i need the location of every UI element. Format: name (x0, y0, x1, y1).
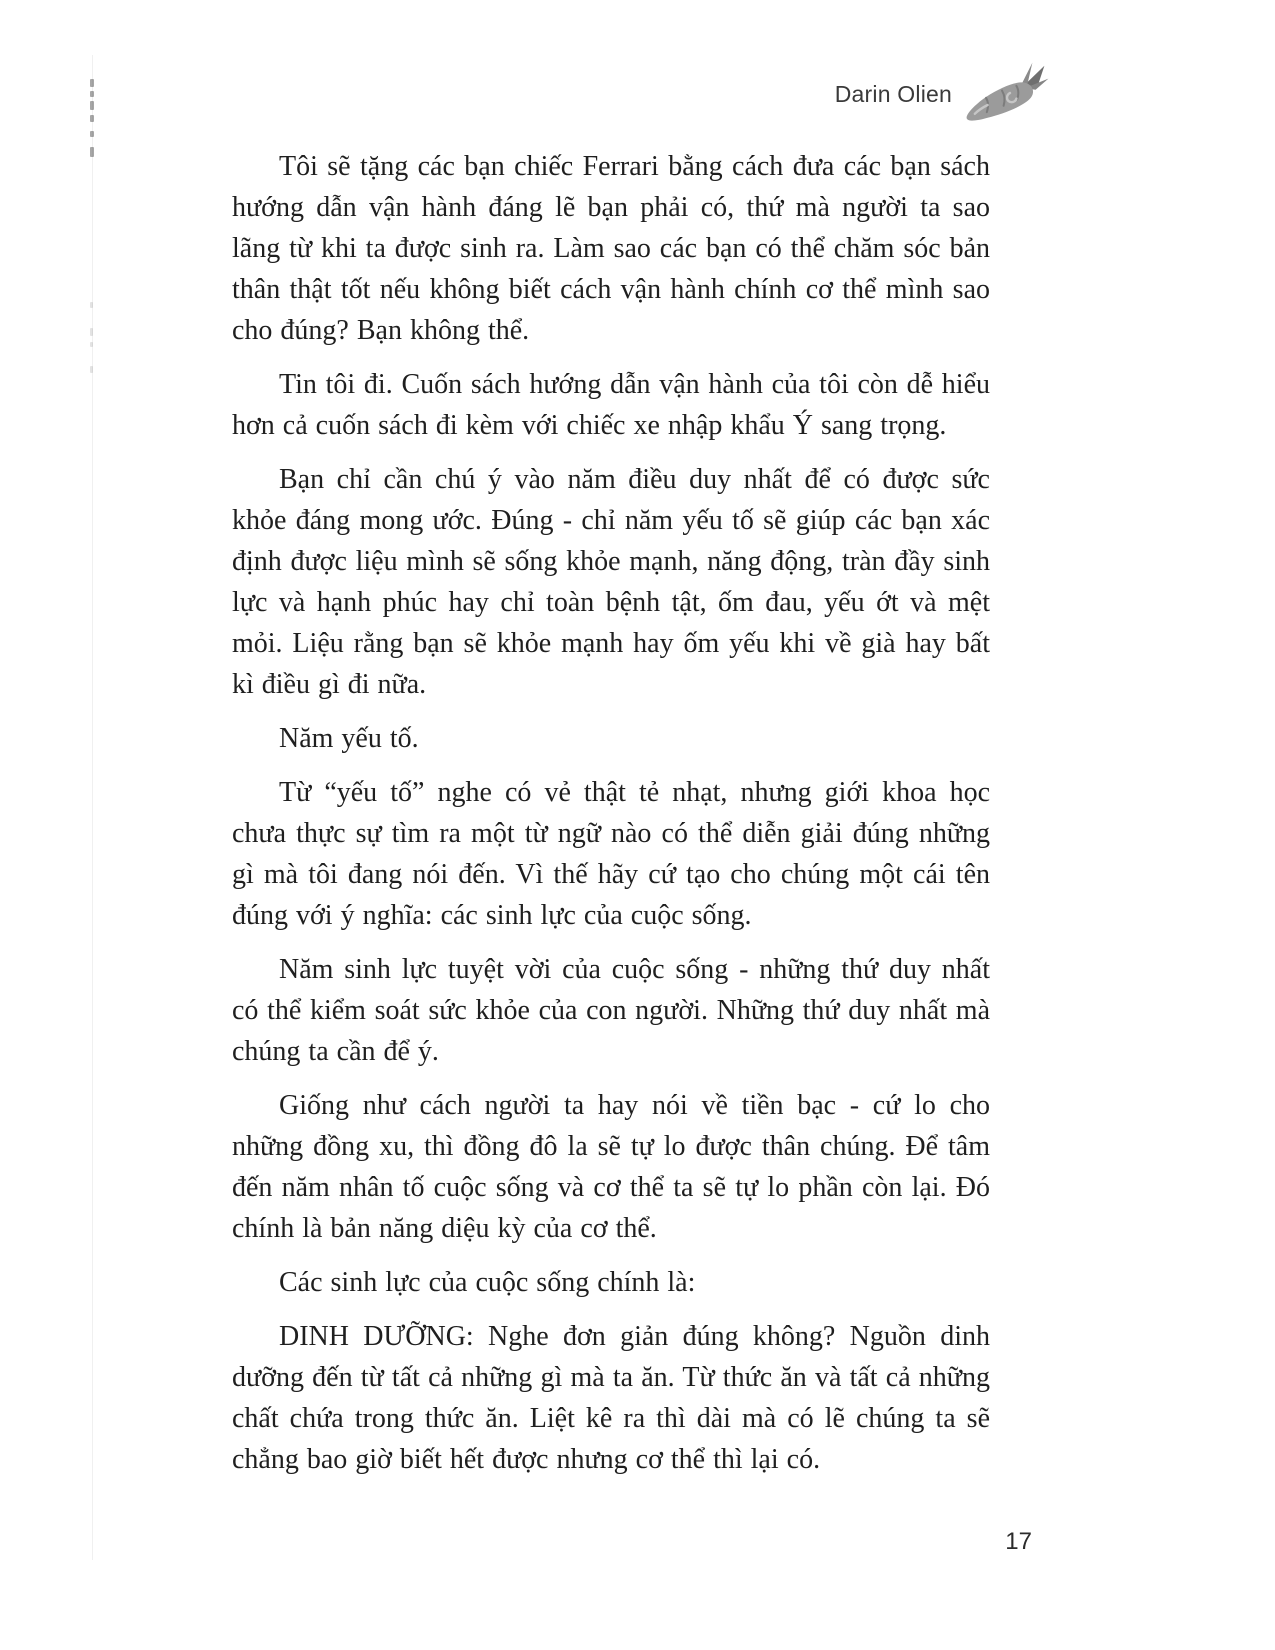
paragraph-list-intro: Các sinh lực của cuộc sống chính là: (279, 1267, 696, 1298)
scan-edge-mark (90, 366, 93, 373)
paragraph-money-analogy: Giống như cách người ta hay nói về tiền bạc - cứ lo cho những đồng xu, thì đồng đô la sẽ tự lo được thân chúng. Để tâm đến năm nhân tố cuộc sống và cơ thể ta sẽ tự lo phần còn lại. Đó chính là bản năng diệu kỳ của cơ thể. (232, 1090, 990, 1244)
scan-edge-mark (90, 115, 94, 122)
carrot-icon (962, 59, 1050, 127)
page-number: 17 (1005, 1528, 1032, 1555)
scan-edge-line (92, 55, 93, 1560)
scan-edge-mark (90, 147, 94, 157)
paragraph-nutrition: DINH DƯỠNG: Nghe đơn giản đúng không? Nguồn dinh dưỡng đến từ tất cả những gì mà ta ăn. Từ thức ăn và tất cả những chất chứa trong thức ăn. Liệt kê ra thì dài mà có lẽ chúng ta sẽ chẳng bao giờ biết hết được nhưng cơ thể thì lại có. (232, 1321, 990, 1475)
paragraph-five-factors: Năm yếu tố. (279, 723, 419, 754)
paragraph-life-forces: Năm sinh lực tuyệt vời của cuộc sống - những thứ duy nhất có thể kiểm soát sức khỏe của con người. Những thứ duy nhất mà chúng ta cần để ý. (232, 954, 990, 1067)
scan-edge-mark (90, 131, 94, 137)
scan-edge-mark (90, 79, 94, 87)
paragraph-intro-ferrari: Tôi sẽ tặng các bạn chiếc Ferrari bằng cách đưa các bạn sách hướng dẫn vận hành đáng lẽ bạn phải có, thứ mà người ta sao lãng từ khi ta được sinh ra. Làm sao các bạn có thể chăm sóc bản thân thật tốt nếu không biết cách vận hành chính cơ thể mình sao cho đúng? Bạn không thể. (232, 151, 990, 346)
paragraph-five-things: Bạn chỉ cần chú ý vào năm điều duy nhất để có được sức khỏe đáng mong ước. Đúng - chỉ năm yếu tố sẽ giúp các bạn xác định được liệu mình sẽ sống khỏe mạnh, năng động, tràn đầy sinh lực và hạnh phúc hay chỉ toàn bệnh tật, ốm đau, yếu ớt và mệt mỏi. Liệu rằng bạn sẽ khỏe mạnh hay ốm yếu khi về già hay bất kì điều gì đi nữa. (232, 464, 990, 700)
page-body (232, 146, 990, 1493)
scan-edge-mark (90, 302, 93, 308)
scan-edge-mark (90, 101, 94, 110)
scan-edge-mark (90, 328, 93, 336)
scan-edge-mark (90, 91, 94, 97)
paragraph-term-explanation: Từ “yếu tố” nghe có vẻ thật tẻ nhạt, nhưng giới khoa học chưa thực sự tìm ra một từ ngữ nào có thể diễn giải đúng những gì mà tôi đang nói đến. Vì thế hãy cứ tạo cho chúng một cái tên đúng với ý nghĩa: các sinh lực của cuộc sống. (232, 777, 990, 931)
page-header (835, 58, 1050, 128)
paragraph-trust-me: Tin tôi đi. Cuốn sách hướng dẫn vận hành của tôi còn dễ hiểu hơn cả cuốn sách đi kèm với chiếc xe nhập khẩu Ý sang trọng. (232, 369, 990, 441)
scan-edge-mark (90, 342, 93, 347)
author-name: Darin Olien (834, 80, 952, 107)
